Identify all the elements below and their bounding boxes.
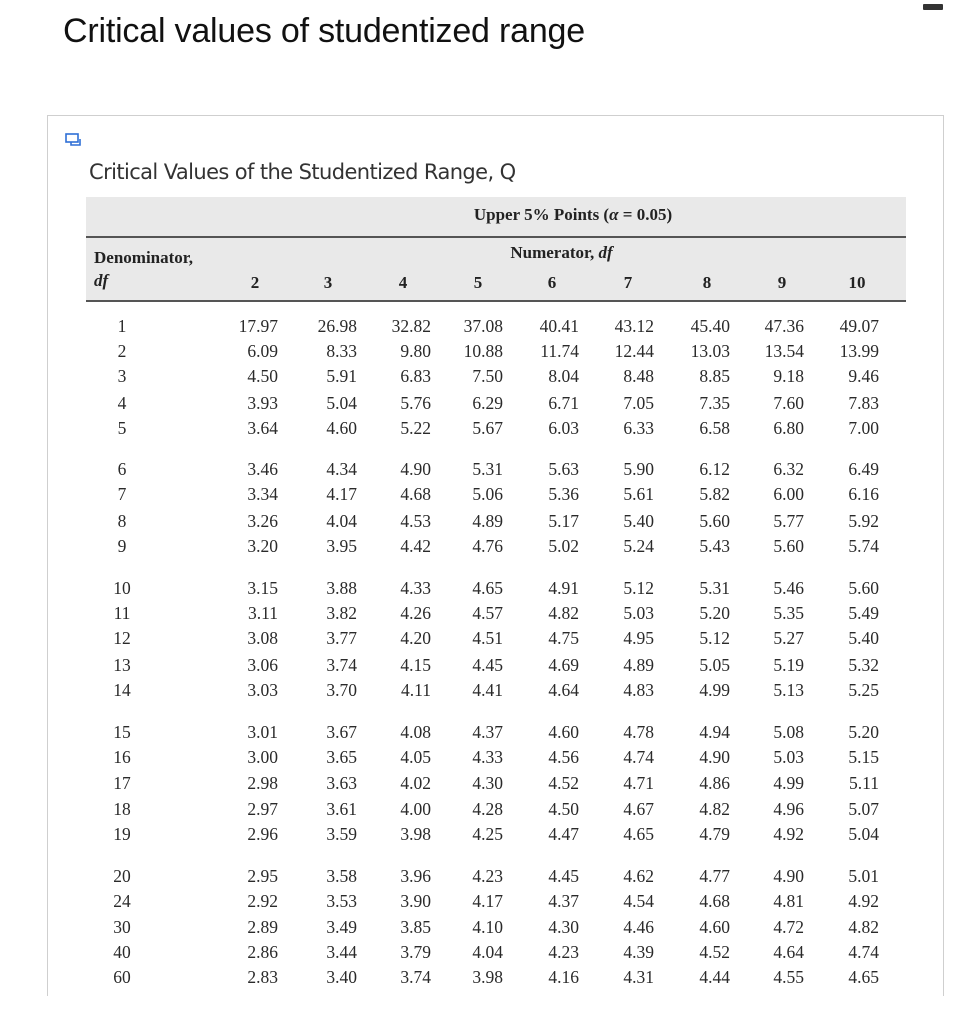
table-cell: 4.26 bbox=[400, 603, 431, 623]
table-cell: 3.95 bbox=[326, 536, 357, 556]
table-cell: 5.12 bbox=[699, 628, 730, 648]
table-cell: 37.08 bbox=[463, 316, 503, 336]
table-cell: 8.33 bbox=[326, 341, 357, 361]
table-cell: 4.99 bbox=[773, 773, 804, 793]
table-cell: 5.12 bbox=[623, 578, 654, 598]
table-cell: 6.00 bbox=[773, 484, 804, 504]
table-cell: 4.45 bbox=[472, 655, 503, 675]
table-cell: 5.27 bbox=[773, 628, 804, 648]
table-cell: 9.18 bbox=[773, 366, 804, 386]
table-cell: 4.44 bbox=[699, 967, 730, 987]
table-cell: 5.63 bbox=[548, 459, 579, 479]
table-cell: 26.98 bbox=[317, 316, 357, 336]
table-cell: 3.00 bbox=[247, 747, 278, 767]
table-cell: 4.67 bbox=[623, 799, 654, 819]
table-cell: 13.54 bbox=[764, 341, 804, 361]
table-cell: 5.43 bbox=[699, 536, 730, 556]
table-cell: 4.86 bbox=[699, 773, 730, 793]
table-cell: 4.72 bbox=[773, 917, 804, 937]
table-cell: 4.55 bbox=[773, 967, 804, 987]
table-cell: 4.83 bbox=[623, 680, 654, 700]
table-cell: 5.60 bbox=[699, 511, 730, 531]
column-header: 8 bbox=[702, 273, 712, 292]
table-cell: 4.42 bbox=[400, 536, 431, 556]
table-cell: 3.74 bbox=[400, 967, 431, 987]
table-cell: 5.04 bbox=[326, 393, 357, 413]
table-cell: 5.91 bbox=[326, 366, 357, 386]
table-cell: 4.47 bbox=[548, 824, 579, 844]
table-cell: 4.92 bbox=[848, 891, 879, 911]
table-cell: 4.37 bbox=[472, 722, 503, 742]
table-cell: 45.40 bbox=[690, 316, 730, 336]
table-cell: 4.96 bbox=[773, 799, 804, 819]
table-cell: 6.32 bbox=[773, 459, 804, 479]
table-cell: 5.02 bbox=[548, 536, 579, 556]
table-cell: 5.11 bbox=[849, 773, 879, 793]
table-cell: 4.74 bbox=[848, 942, 879, 962]
table-cell: 4.30 bbox=[548, 917, 579, 937]
column-header: 6 bbox=[547, 273, 557, 292]
table-cell: 12.44 bbox=[614, 341, 654, 361]
table-cell: 4.20 bbox=[400, 628, 431, 648]
table-cell: 5.67 bbox=[472, 418, 503, 438]
table-cell: 4.90 bbox=[400, 459, 431, 479]
table-cell: 5.25 bbox=[848, 680, 879, 700]
table-cell: 4.90 bbox=[773, 866, 804, 886]
table-cell: 4.64 bbox=[773, 942, 804, 962]
table-cell: 47.36 bbox=[764, 316, 804, 336]
column-header: 7 bbox=[623, 273, 633, 292]
table-cell: 4.00 bbox=[400, 799, 431, 819]
table-cell: 4.11 bbox=[401, 680, 431, 700]
table-cell: 5.77 bbox=[773, 511, 804, 531]
table-cell: 5.46 bbox=[773, 578, 804, 598]
row-df-label: 4 bbox=[117, 393, 127, 413]
table-cell: 4.82 bbox=[699, 799, 730, 819]
table-cell: 4.34 bbox=[326, 459, 357, 479]
table-cell: 2.92 bbox=[247, 891, 278, 911]
table-cell: 4.90 bbox=[699, 747, 730, 767]
table-cell: 3.98 bbox=[472, 967, 503, 987]
table-cell: 4.04 bbox=[472, 942, 503, 962]
table-cell: 4.51 bbox=[472, 628, 503, 648]
table-cell: 6.49 bbox=[848, 459, 879, 479]
column-header: 2 bbox=[250, 273, 260, 292]
table-cell: 6.83 bbox=[400, 366, 431, 386]
table-cell: 4.15 bbox=[400, 655, 431, 675]
table-cell: 6.71 bbox=[548, 393, 579, 413]
row-df-label: 60 bbox=[113, 967, 131, 987]
table-cell: 5.07 bbox=[848, 799, 879, 819]
table-cell: 3.11 bbox=[248, 603, 278, 623]
table-cell: 5.19 bbox=[773, 655, 804, 675]
table-cell: 5.40 bbox=[623, 511, 654, 531]
table-cell: 4.56 bbox=[548, 747, 579, 767]
table-cell: 3.88 bbox=[326, 578, 357, 598]
table-cell: 5.04 bbox=[848, 824, 879, 844]
row-df-label: 24 bbox=[113, 891, 131, 911]
table-cell: 5.32 bbox=[848, 655, 879, 675]
table-cell: 5.03 bbox=[623, 603, 654, 623]
table-cell: 3.20 bbox=[247, 536, 278, 556]
table-cell: 9.80 bbox=[400, 341, 431, 361]
table-cell: 4.82 bbox=[548, 603, 579, 623]
table-cell: 6.33 bbox=[623, 418, 654, 438]
table-cell: 5.13 bbox=[773, 680, 804, 700]
table-cell: 49.07 bbox=[839, 316, 879, 336]
table-cell: 5.20 bbox=[848, 722, 879, 742]
table-cell: 5.60 bbox=[773, 536, 804, 556]
table-cell: 3.82 bbox=[326, 603, 357, 623]
table-cell: 4.64 bbox=[548, 680, 579, 700]
table-cell: 6.29 bbox=[472, 393, 503, 413]
table-cell: 9.46 bbox=[848, 366, 879, 386]
header-bottom-rule bbox=[86, 300, 906, 302]
table-cell: 3.67 bbox=[326, 722, 357, 742]
table-cell: 3.44 bbox=[326, 942, 357, 962]
table-cell: 3.08 bbox=[247, 628, 278, 648]
table-cell: 5.92 bbox=[848, 511, 879, 531]
table-cell: 4.53 bbox=[400, 511, 431, 531]
row-df-label: 18 bbox=[113, 799, 131, 819]
table-cell: 3.53 bbox=[326, 891, 357, 911]
table-cell: 3.96 bbox=[400, 866, 431, 886]
table-cell: 3.77 bbox=[326, 628, 357, 648]
table-cell: 4.08 bbox=[400, 722, 431, 742]
table-cell: 2.83 bbox=[247, 967, 278, 987]
row-df-label: 2 bbox=[117, 341, 127, 361]
table-cell: 7.00 bbox=[848, 418, 879, 438]
header-divider bbox=[86, 236, 906, 238]
table-cell: 10.88 bbox=[463, 341, 503, 361]
table-cell: 3.03 bbox=[247, 680, 278, 700]
row-df-label: 3 bbox=[117, 366, 127, 386]
table-cell: 4.45 bbox=[548, 866, 579, 886]
table-cell: 4.68 bbox=[699, 891, 730, 911]
table-cell: 4.89 bbox=[472, 511, 503, 531]
table-cell: 4.78 bbox=[623, 722, 654, 742]
column-header: 3 bbox=[323, 273, 333, 292]
column-header: 10 bbox=[848, 273, 866, 292]
table-cell: 5.74 bbox=[848, 536, 879, 556]
column-header: 5 bbox=[473, 273, 483, 292]
denominator-df-label: df bbox=[94, 271, 109, 290]
table-cell: 4.39 bbox=[623, 942, 654, 962]
table-cell: 3.06 bbox=[247, 655, 278, 675]
table-cell: 5.24 bbox=[623, 536, 654, 556]
table-cell: 2.97 bbox=[247, 799, 278, 819]
table-cell: 5.82 bbox=[699, 484, 730, 504]
table-cell: 17.97 bbox=[238, 316, 278, 336]
table-cell: 3.15 bbox=[247, 578, 278, 598]
table-cell: 5.31 bbox=[472, 459, 503, 479]
table-cell: 5.03 bbox=[773, 747, 804, 767]
table-cell: 4.30 bbox=[472, 773, 503, 793]
table-cell: 5.17 bbox=[548, 511, 579, 531]
row-df-label: 10 bbox=[113, 578, 131, 598]
table-cell: 5.36 bbox=[548, 484, 579, 504]
minimize-icon[interactable] bbox=[923, 4, 943, 10]
table-cell: 4.05 bbox=[400, 747, 431, 767]
table-cell: 2.96 bbox=[247, 824, 278, 844]
column-header: 9 bbox=[777, 273, 787, 292]
table-cell: 4.69 bbox=[548, 655, 579, 675]
table-cell: 3.65 bbox=[326, 747, 357, 767]
table-cell: 13.03 bbox=[690, 341, 730, 361]
table-cell: 3.01 bbox=[247, 722, 278, 742]
table-cell: 4.37 bbox=[548, 891, 579, 911]
table-cell: 4.33 bbox=[472, 747, 503, 767]
table-cell: 5.08 bbox=[773, 722, 804, 742]
table-cell: 6.16 bbox=[848, 484, 879, 504]
table-cell: 5.20 bbox=[699, 603, 730, 623]
table-cell: 4.33 bbox=[400, 578, 431, 598]
table-cell: 13.99 bbox=[839, 341, 879, 361]
table-cell: 4.76 bbox=[472, 536, 503, 556]
row-df-label: 6 bbox=[117, 459, 127, 479]
table-cell: 3.74 bbox=[326, 655, 357, 675]
table-cell: 4.17 bbox=[472, 891, 503, 911]
table-cell: 4.41 bbox=[472, 680, 503, 700]
table-cell: 3.46 bbox=[247, 459, 278, 479]
table-cell: 2.89 bbox=[247, 917, 278, 937]
table-cell: 4.46 bbox=[623, 917, 654, 937]
table-cell: 2.86 bbox=[247, 942, 278, 962]
table-cell: 4.75 bbox=[548, 628, 579, 648]
row-df-label: 13 bbox=[113, 655, 131, 675]
table-cell: 4.89 bbox=[623, 655, 654, 675]
table-cell: 4.94 bbox=[699, 722, 730, 742]
table-cell: 5.22 bbox=[400, 418, 431, 438]
table-cell: 4.10 bbox=[472, 917, 503, 937]
row-df-label: 15 bbox=[113, 722, 131, 742]
table-cell: 5.05 bbox=[699, 655, 730, 675]
table-cell: 3.58 bbox=[326, 866, 357, 886]
table-cell: 6.58 bbox=[699, 418, 730, 438]
table-cell: 4.50 bbox=[247, 366, 278, 386]
table-cell: 5.35 bbox=[773, 603, 804, 623]
table-cell: 4.65 bbox=[472, 578, 503, 598]
table-cell: 32.82 bbox=[391, 316, 431, 336]
table-cell: 3.59 bbox=[326, 824, 357, 844]
table-cell: 4.50 bbox=[548, 799, 579, 819]
table-cell: 4.60 bbox=[326, 418, 357, 438]
table-cell: 4.77 bbox=[699, 866, 730, 886]
table-cell: 5.40 bbox=[848, 628, 879, 648]
row-df-label: 30 bbox=[113, 917, 131, 937]
row-df-label: 14 bbox=[113, 680, 131, 700]
table-cell: 3.26 bbox=[247, 511, 278, 531]
table-cell: 4.82 bbox=[848, 917, 879, 937]
table-cell: 5.01 bbox=[848, 866, 879, 886]
table-cell: 4.68 bbox=[400, 484, 431, 504]
table-cell: 4.25 bbox=[472, 824, 503, 844]
table-cell: 3.98 bbox=[400, 824, 431, 844]
table-cell: 3.40 bbox=[326, 967, 357, 987]
table-cell: 5.61 bbox=[623, 484, 654, 504]
table-cell: 43.12 bbox=[614, 316, 654, 336]
table-cell: 6.03 bbox=[548, 418, 579, 438]
table-cell: 11.74 bbox=[540, 341, 579, 361]
table-cell: 4.28 bbox=[472, 799, 503, 819]
table-cell: 5.15 bbox=[848, 747, 879, 767]
row-df-label: 1 bbox=[117, 316, 127, 336]
table-cell: 3.61 bbox=[326, 799, 357, 819]
table-cell: 4.23 bbox=[472, 866, 503, 886]
table-cell: 3.85 bbox=[400, 917, 431, 937]
table-cell: 4.65 bbox=[848, 967, 879, 987]
table-cell: 7.60 bbox=[773, 393, 804, 413]
table-cell: 4.54 bbox=[623, 891, 654, 911]
row-df-label: 16 bbox=[113, 747, 131, 767]
table-cell: 5.31 bbox=[699, 578, 730, 598]
table-cell: 7.05 bbox=[623, 393, 654, 413]
column-header: 4 bbox=[398, 273, 408, 292]
denominator-heading: Denominator, bbox=[94, 248, 194, 267]
table-cell: 3.34 bbox=[247, 484, 278, 504]
table-cell: 3.64 bbox=[247, 418, 278, 438]
row-df-label: 7 bbox=[117, 484, 127, 504]
table-cell: 6.12 bbox=[699, 459, 730, 479]
table-cell: 8.85 bbox=[699, 366, 730, 386]
table-cell: 4.16 bbox=[548, 967, 579, 987]
table-cell: 4.02 bbox=[400, 773, 431, 793]
row-df-label: 19 bbox=[113, 824, 131, 844]
page-title: Critical values of studentized range bbox=[63, 12, 585, 50]
table-cell: 4.91 bbox=[548, 578, 579, 598]
row-df-label: 20 bbox=[113, 866, 131, 886]
table-cell: 8.48 bbox=[623, 366, 654, 386]
table-cell: 4.60 bbox=[548, 722, 579, 742]
table-cell: 40.41 bbox=[539, 316, 579, 336]
upper-points-heading: Upper 5% Points (α = 0.05) bbox=[473, 205, 673, 224]
table-cell: 4.23 bbox=[548, 942, 579, 962]
table-cell: 4.92 bbox=[773, 824, 804, 844]
table-cell: 5.06 bbox=[472, 484, 503, 504]
table-cell: 8.04 bbox=[548, 366, 579, 386]
table-cell: 3.49 bbox=[326, 917, 357, 937]
table-cell: 7.83 bbox=[848, 393, 879, 413]
table-cell: 3.70 bbox=[326, 680, 357, 700]
row-df-label: 12 bbox=[113, 628, 131, 648]
table-cell: 4.95 bbox=[623, 628, 654, 648]
table-cell: 3.63 bbox=[326, 773, 357, 793]
table-cell: 2.95 bbox=[247, 866, 278, 886]
row-df-label: 8 bbox=[117, 511, 127, 531]
table-cell: 6.80 bbox=[773, 418, 804, 438]
table-cell: 5.49 bbox=[848, 603, 879, 623]
table-cell: 4.81 bbox=[773, 891, 804, 911]
table-caption: Critical Values of the Studentized Range, Q bbox=[89, 160, 516, 184]
row-df-label: 11 bbox=[113, 603, 131, 623]
table-cell: 3.90 bbox=[400, 891, 431, 911]
row-df-label: 9 bbox=[117, 536, 127, 556]
table-cell: 7.35 bbox=[699, 393, 730, 413]
table-cell: 6.09 bbox=[247, 341, 278, 361]
table-cell: 4.65 bbox=[623, 824, 654, 844]
table-cell: 7.50 bbox=[472, 366, 503, 386]
screen-icon[interactable] bbox=[65, 133, 85, 147]
table-cell: 4.79 bbox=[699, 824, 730, 844]
table-cell: 4.71 bbox=[623, 773, 654, 793]
numerator-heading: Numerator, df bbox=[510, 243, 613, 262]
table-cell: 5.60 bbox=[848, 578, 879, 598]
table-cell: 4.99 bbox=[699, 680, 730, 700]
table-cell: 4.57 bbox=[472, 603, 503, 623]
table-cell: 2.98 bbox=[247, 773, 278, 793]
table-cell: 4.52 bbox=[548, 773, 579, 793]
table-cell: 4.74 bbox=[623, 747, 654, 767]
table-cell: 5.76 bbox=[400, 393, 431, 413]
table-cell: 3.79 bbox=[400, 942, 431, 962]
table-cell: 4.60 bbox=[699, 917, 730, 937]
row-df-label: 40 bbox=[113, 942, 131, 962]
table-cell: 4.62 bbox=[623, 866, 654, 886]
table-cell: 5.90 bbox=[623, 459, 654, 479]
table-cell: 4.31 bbox=[623, 967, 654, 987]
table-cell: 4.52 bbox=[699, 942, 730, 962]
table-cell: 4.04 bbox=[326, 511, 357, 531]
row-df-label: 17 bbox=[113, 773, 131, 793]
row-df-label: 5 bbox=[117, 418, 127, 438]
table-cell: 3.93 bbox=[247, 393, 278, 413]
table-cell: 4.17 bbox=[326, 484, 357, 504]
